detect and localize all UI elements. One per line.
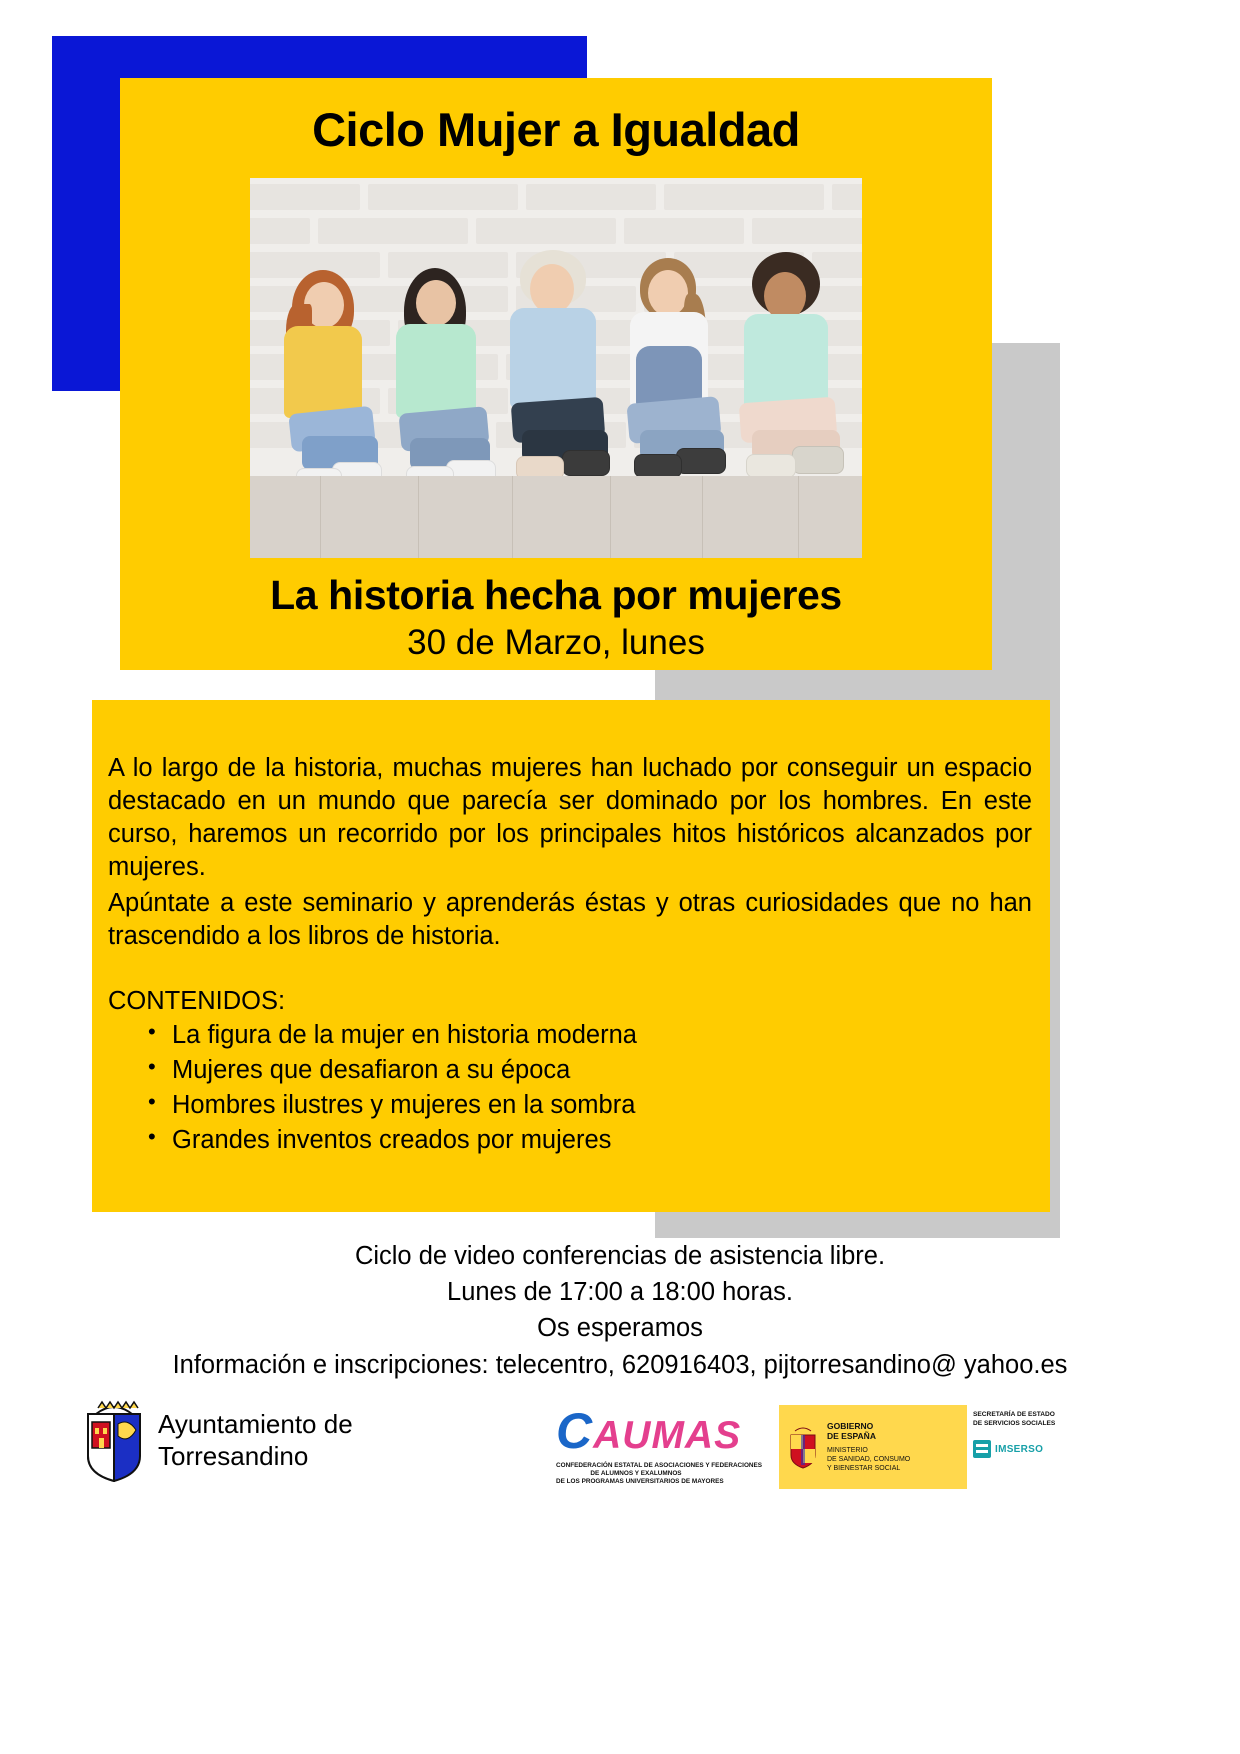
description-paragraph-1: A lo largo de la historia, muchas mujeres han luchado por conseguir un espacio destacado en un mundo que parecía ser dominado por los hombres. En este curso, haremos un recorrido por los principales hitos históricos alcanzados por mujeres. <box>108 754 1032 882</box>
info-line-2: Lunes de 17:00 a 18:00 horas. <box>447 1278 793 1307</box>
caumas-letters-rest: AUMAS <box>593 1414 742 1457</box>
ayuntamiento-name <box>158 1409 353 1472</box>
poster-header-panel <box>120 78 992 670</box>
poster-description-panel <box>92 700 1050 1212</box>
info-block <box>0 1238 1240 1383</box>
gobierno-line-2: DE ESPAÑA <box>827 1430 876 1441</box>
contents-heading: CONTENIDOS: <box>108 986 286 1015</box>
imserso-label: IMSERSO <box>995 1443 1044 1455</box>
poster-date: 30 de Marzo, lunes <box>407 622 705 662</box>
gobierno-texts <box>827 1421 910 1474</box>
ministry-line-1: MINISTERIO <box>827 1447 868 1455</box>
list-item: • Mujeres que desafiaron a su época <box>148 1053 1032 1088</box>
poster-subtitle: La historia hecha por mujeres <box>270 571 842 618</box>
coat-of-arms-icon <box>84 1400 144 1482</box>
caumas-letter-c: C <box>556 1403 594 1459</box>
photo-floor <box>250 476 862 558</box>
photo-person-4 <box>610 250 730 510</box>
imserso-mark-icon <box>973 1440 991 1458</box>
info-line-1: Ciclo de video conferencias de asistencia libre. <box>354 1242 886 1270</box>
secretary-line-2: DE SERVICIOS SOCIALES <box>973 1419 1056 1427</box>
caumas-subtitle-line-3: DE LOS PROGRAMAS UNIVERSITARIOS DE MAYORES <box>556 1478 724 1485</box>
gobierno-logo <box>778 1404 1070 1490</box>
caumas-subtitle-line-2: DE ALUMNOS Y EXALUMNOS <box>590 1470 682 1477</box>
caumas-wordmark <box>556 1403 742 1459</box>
secretary-line-1: SECRETARÍA DE ESTADO <box>973 1411 1055 1418</box>
description-paragraph-2: Apúntate a este seminario y aprenderás éstas y otras curiosidades que no han trascendido a los libros de historia. <box>108 888 1032 950</box>
caumas-logo <box>556 1403 763 1486</box>
list-item: • La figura de la mujer en historia moderna <box>148 1018 1032 1053</box>
imserso-logo <box>973 1440 1065 1458</box>
photo-person-2 <box>380 260 495 510</box>
ayuntamiento-logo <box>84 1400 353 1482</box>
list-item: • Hombres ilustres y mujeres en la sombra <box>148 1088 1032 1123</box>
gobierno-right-panel <box>967 1405 1069 1489</box>
photo-person-5 <box>726 250 850 510</box>
ayuntamiento-line-2: Torresandino <box>158 1441 309 1471</box>
caumas-subtitle-line-1: CONFEDERACIÓN ESTATAL DE ASOCIACIONES Y FEDERACIONES <box>556 1462 763 1469</box>
ayuntamiento-line-1: Ayuntamiento de <box>158 1409 353 1440</box>
logos-row <box>0 1398 1240 1528</box>
info-line-3: Os esperamos <box>537 1314 703 1343</box>
info-line-contact: Información e inscripciones: telecentro, 620916403, pijtorresandino@ yahoo.es <box>172 1350 1068 1379</box>
photo-person-1 <box>272 260 382 510</box>
poster-photo <box>250 178 862 558</box>
gobierno-line-1: GOBIERNO <box>827 1420 874 1431</box>
gobierno-left-panel <box>779 1405 967 1489</box>
contents-list <box>108 1018 1032 1159</box>
caumas-subtitle <box>556 1462 763 1486</box>
ministry-line-3: Y BIENESTAR SOCIAL <box>827 1464 901 1472</box>
list-item: • Grandes inventos creados por mujeres <box>148 1123 1032 1158</box>
ministry-line-2: DE SANIDAD, CONSUMO <box>827 1455 911 1463</box>
spain-coat-of-arms-icon <box>787 1425 819 1469</box>
photo-person-3 <box>494 250 614 510</box>
page-title: Ciclo Mujer a Igualdad <box>312 103 800 156</box>
